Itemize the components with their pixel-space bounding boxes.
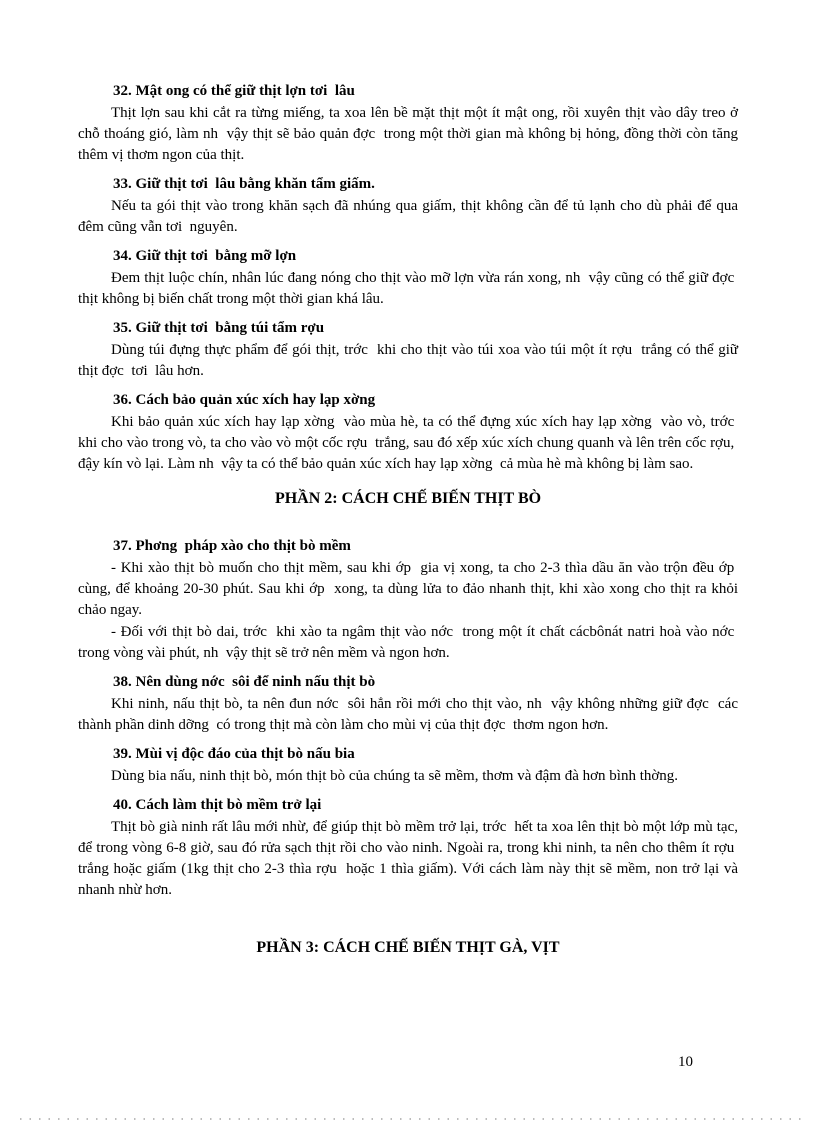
document-content xyxy=(78,73,738,959)
tip-40-heading: 40. Cách làm thịt bò mềm trở lại xyxy=(113,797,322,813)
tip-37-body-2: - Đối với thịt bò dai, trớc khi xào ta ngâm thịt vào nớc trong một ít chất cácbônát natri hoà vào nớc trong vòng vài phút, nh vậy thịt sẽ trở nên mềm và ngon hơn. xyxy=(78,624,738,661)
tip-34-heading: 34. Giữ thịt tơi bằng mỡ lợn xyxy=(113,248,297,264)
tip-32-heading: 32. Mật ong có thể giữ thịt lợn tơi lâu xyxy=(113,83,355,99)
tip-36-heading: 36. Cách bảo quản xúc xích hay lạp xờng xyxy=(113,392,376,408)
tip-39-body: Dùng bia nấu, ninh thịt bò, món thịt bò của chúng ta sẽ mềm, thơm và đậm đà hơn bình thờng. xyxy=(111,768,679,784)
tip-40-body: Thịt bò già ninh rất lâu mới nhừ, để giúp thịt bò mềm trở lại, trớc hết ta xoa lên thịt bò một lớp mù tạc, để trong vòng 6-8 giờ, sau đó rửa sạch thịt rồi cho vào ninh. Ngoài ra, trong khi ninh, ta nên cho thêm ít rợu trắng hoặc giấm (1kg thịt cho 2-3 thìa rợu hoặc 1 thìa giấm). Với cách làm này thịt sẽ mềm, non trở lại và nhanh nhừ hơn. xyxy=(78,819,738,898)
tip-36-body: Khi bảo quản xúc xích hay lạp xờng vào mùa hè, ta có thể đựng xúc xích hay lạp xờng vào vò, trớc khi cho vào trong vò, ta cho vào vò một cốc rợu trắng, sau đó xếp xúc xích chung quanh và lên trên cốc rợu, đậy kín vò lại. Làm nh vậy ta có thể bảo quản xúc xích hay lạp xờng cả mùa hè mà không bị làm sao. xyxy=(78,414,738,472)
tip-32-body: Thịt lợn sau khi cắt ra từng miếng, ta xoa lên bề mặt thịt một ít mật ong, rồi xuyên thịt vào dây treo ở chỗ thoáng gió, làm nh vậy thịt sẽ bảo quản đợc trong một thời gian mà không bị hỏng, đồng thời còn tăng thêm vị thơm ngon của thịt. xyxy=(78,105,738,163)
tip-33-heading: 33. Giữ thịt tơi lâu bằng khăn tẩm giấm. xyxy=(113,176,375,192)
tip-33-body: Nếu ta gói thịt vào trong khăn sạch đã nhúng qua giấm, thịt không cần để tủ lạnh cho dù phải để qua đêm cũng vẫn tơi nguyên. xyxy=(78,198,738,235)
tip-37-body-1: - Khi xào thịt bò muốn cho thịt mềm, sau khi ớp gia vị xong, ta cho 2-3 thìa dầu ăn vào trộn đều ớp cùng, để khoảng 20-30 phút. Sau khi ớp xong, ta dùng lửa to đảo nhanh thịt, khi xào xong cho thịt ra khỏi chảo ngay. xyxy=(78,560,738,618)
page-boundary-dotted-line xyxy=(20,1118,808,1120)
tip-35-heading: 35. Giữ thịt tơi bằng túi tẩm rợu xyxy=(113,320,325,336)
tip-39-heading: 39. Mùi vị độc đáo của thịt bò nấu bia xyxy=(113,746,355,762)
tip-34-body: Đem thịt luộc chín, nhân lúc đang nóng cho thịt vào mỡ lợn vừa rán xong, nh vậy cũng có thể giữ đợc thịt không bị biến chất trong một thời gian khá lâu. xyxy=(78,270,738,307)
tip-35-body: Dùng túi đựng thực phẩm để gói thịt, trớc khi cho thịt vào túi xoa vào túi một ít rợu trắng có thể giữ thịt đợc tơi lâu hơn. xyxy=(78,342,738,379)
part-2-heading: PHẦN 2: CÁCH CHẾ BIẾN THỊT BÒ xyxy=(274,490,542,507)
page-number: 10 xyxy=(678,1054,693,1070)
tip-38-body: Khi ninh, nấu thịt bò, ta nên đun nớc sôi hẳn rồi mới cho thịt vào, nh vậy không những giữ đợc các thành phần dinh dỡng có trong thịt mà còn làm cho mùi vị của thịt đợc thơm ngon hơn. xyxy=(78,696,738,733)
tip-37-heading: 37. Phơng pháp xào cho thịt bò mềm xyxy=(113,538,351,554)
tip-38-heading: 38. Nên dùng nớc sôi để ninh nấu thịt bò xyxy=(113,674,376,690)
part-3-heading: PHẦN 3: CÁCH CHẾ BIẾN THỊT GÀ, VỊT xyxy=(256,939,560,956)
